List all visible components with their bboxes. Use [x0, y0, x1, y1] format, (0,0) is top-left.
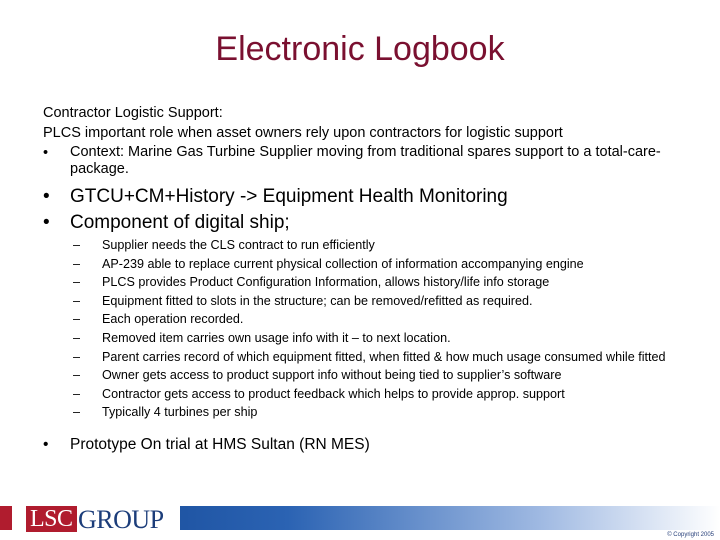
- dash-icon: –: [73, 293, 81, 308]
- sub-bullet: [73, 236, 673, 255]
- dash-icon: –: [73, 238, 81, 252]
- sub-bullet-text: PLCS provides Product Configuration Information, allows history/life info storage: [102, 275, 550, 290]
- logo-accent: [0, 506, 12, 530]
- sub-bullet-text: Contractor gets access to product feedback which helps to provide approp. support: [102, 386, 565, 401]
- sub-bullet: [73, 385, 673, 404]
- bullet-icon: •: [43, 145, 49, 161]
- sub-bullet-text: Supplier needs the CLS contract to run efficiently: [102, 238, 375, 252]
- main-bullet-text: GTCU+CM+History -> Equipment Health Monitoring: [70, 186, 508, 207]
- dash-icon: –: [73, 312, 81, 327]
- last-bullet: [43, 436, 370, 454]
- bullet-icon: •: [43, 186, 50, 207]
- sub-bullet-text: Parent carries record of which equipment fitted, when fitted & how much usage consumed while fitted: [102, 349, 666, 364]
- main-bullets: [43, 184, 683, 236]
- dash-icon: –: [73, 256, 81, 271]
- intro-line-2: PLCS important role when asset owners rely upon contractors for logistic support: [43, 125, 563, 141]
- bullet-icon: •: [43, 212, 50, 233]
- sub-bullet: [73, 403, 673, 422]
- sub-bullet: [73, 310, 673, 329]
- bullet-icon: •: [43, 436, 49, 453]
- sub-bullet-list: [73, 236, 673, 422]
- dash-icon: –: [73, 330, 81, 345]
- copyright-text: © Copyright 2005: [667, 532, 714, 538]
- main-bullet: [43, 210, 683, 236]
- sub-bullet: [73, 273, 673, 292]
- last-bullet-text: Prototype On trial at HMS Sultan (RN MES): [70, 436, 370, 453]
- context-text: Context: Marine Gas Turbine Supplier moving from traditional spares support to a total-care-package.: [70, 144, 661, 177]
- sub-bullet: [73, 292, 673, 311]
- sub-bullet-text: Typically 4 turbines per ship: [102, 405, 258, 420]
- sub-bullet: [73, 255, 673, 274]
- intro-line-1: Contractor Logistic Support:: [43, 105, 223, 121]
- sub-bullet-text: Each operation recorded.: [102, 312, 244, 327]
- slide-title: Electronic Logbook: [215, 30, 505, 68]
- dash-icon: –: [73, 275, 81, 290]
- sub-bullet-text: Equipment fitted to slots in the structure; can be removed/refitted as required.: [102, 293, 533, 308]
- logo-lsc: LSC: [26, 506, 77, 532]
- sub-bullet-text: Removed item carries own usage info with it – to next location.: [102, 330, 451, 345]
- intro-block: [43, 103, 683, 178]
- sub-bullet-text: AP-239 able to replace current physical collection of information accompanying engine: [102, 256, 584, 271]
- main-bullet-text: Component of digital ship;: [70, 212, 290, 233]
- dash-icon: –: [73, 386, 81, 401]
- dash-icon: –: [73, 349, 81, 364]
- context-bullet: [43, 143, 683, 178]
- sub-bullet: [73, 366, 673, 385]
- logo-group: GROUP: [78, 505, 164, 534]
- sub-bullet-text: Owner gets access to product support info without being tied to supplier’s software: [102, 368, 562, 383]
- sub-bullet: [73, 348, 673, 367]
- dash-icon: –: [73, 405, 81, 420]
- sub-bullet: [73, 329, 673, 348]
- main-bullet: [43, 184, 683, 210]
- dash-icon: –: [73, 368, 81, 383]
